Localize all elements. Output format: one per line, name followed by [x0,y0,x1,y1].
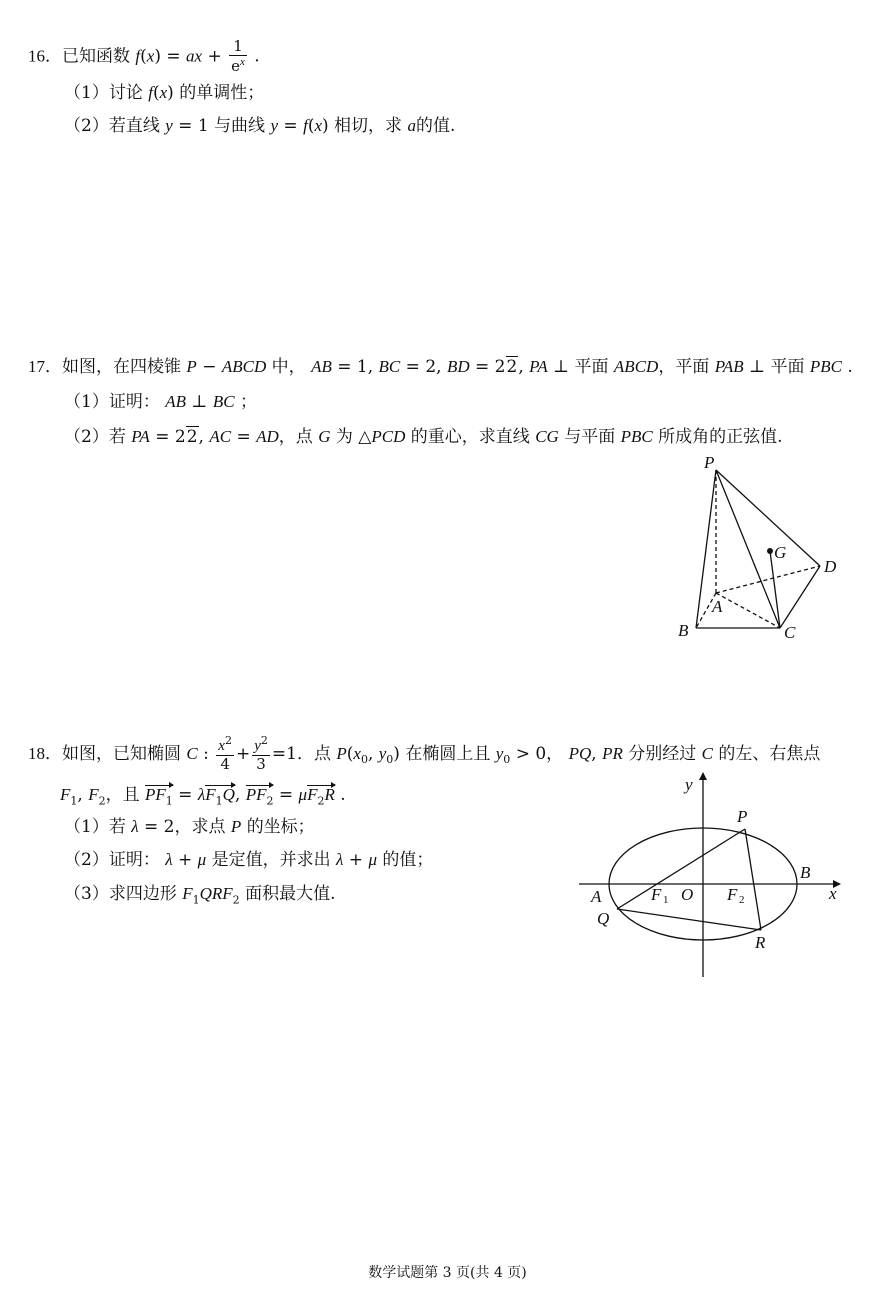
q18-part2: （2）证明： λ + μ 是定值，并求出 λ + μ 的值； [64,850,434,870]
q18-part3: （3）求四边形 $F_1QRF_2$ 面积最大值. [64,884,336,907]
q17-part1-label: （1） [64,392,109,412]
q18-ellipse-figure [575,772,845,982]
page-footer: 数学试题第 3 页(共 4 页) [368,1265,527,1281]
label-C: C [784,623,796,642]
q17-part2-mid: ，点 [278,427,313,447]
point-G [767,548,773,554]
label-Q: Q [597,909,610,928]
label-F2-sub: 2 [739,894,745,906]
q17-part2-mid4: 与平面 [564,427,616,447]
q17-part2-pre: 若 [108,427,126,447]
q16-part2-label: （2） [64,116,109,136]
q16-part1-label: （1） [64,83,109,103]
q17-pyramid-figure [660,448,860,648]
label-P: P [737,807,748,826]
label-y: y [685,775,693,794]
label-B: B [678,621,689,640]
q16-number: 16． [28,46,62,66]
q17-stem-mid2: 平面 [574,357,609,377]
q17-part2: （2）若 PA = 22, AC = AD，点 G 为 △PCD 的重心，求直线 CG 与平面 PBC 所成角的正弦值. [64,427,783,447]
q17-part2-post: 所成角的正弦值. [658,427,783,447]
q18-part3-label: （3） [64,884,109,904]
q16-part2-pre: 若直线 [108,116,160,136]
q18-stem-post: 的左、右焦点 [718,743,821,764]
q16-stem-text: 已知函数 [62,46,130,67]
q18-part2-post: 的值； [382,850,434,870]
q18-stem-mid2: 在椭圆上且 [405,743,491,764]
q18-part2-pre: 证明： [108,850,160,870]
q18-stem-mid3: ， [546,743,564,764]
q18-part1-mid: ，求点 [174,817,226,837]
label-O: O [681,885,694,904]
label-F1-sub: 1 [663,894,669,906]
q17-part1-text: 证明： [108,392,160,412]
label-D: D [824,557,837,576]
q16-stem: 16．已知函数 f(x) = ax + $\frac{1}{e^x}$ . [28,37,260,76]
q18-part1: （1）若 λ = 2，求点 P 的坐标； [64,817,315,837]
label-A: A [712,597,723,616]
q16-part1-pre: 讨论 [108,83,143,103]
q18-stem-mid: ．点 [296,743,331,764]
q16-part2-post: 的值. [415,116,456,136]
q16-part1: （1）讨论 f(x) 的单调性； [64,83,265,103]
q18-stem-mid4: 分别经过 [628,743,697,764]
q18-stem-pre: 如图，已知椭圆 [62,743,181,764]
q17-part1: （1）证明： AB ⊥ BC ； [64,392,257,412]
label-F2: F [727,885,738,904]
edge-AC-hidden [716,593,780,628]
q16-part2: （2）若直线 y = 1 与曲线 y = f(x) 相切，求 a的值. [64,116,456,136]
label-x: x [829,884,837,903]
q18-part2-mid: 是定值，并求出 [211,850,331,870]
y-axis-arrow-icon [699,772,707,780]
q18-number: 18． [28,743,62,763]
q18-line2: $F_1$, $F_2$，且 $PF_1 = \lambda F_1Q$, $PF_2 = \mu F_2R$ . [60,785,346,808]
label-G: G [774,543,787,562]
edge-AD-hidden [716,566,820,593]
segment-QR [617,909,761,930]
q18-line2-mid: ，且 [105,785,140,805]
segment-PR [745,829,761,930]
label-R: R [755,933,766,952]
q18-part3-pre: 求四边形 [108,884,177,904]
q17-stem-pre: 如图，在四棱锥 [62,357,181,377]
q16-part2-mid2: 相切，求 [334,116,403,136]
q18-part3-post: 面积最大值. [245,884,336,904]
label-B: B [800,863,811,882]
q17-stem: 17．如图，在四棱锥 P − ABCD 中， AB = 1, BC = 2, BD = 22, PA ⊥ 平面 ABCD，平面 PAB ⊥ 平面 PBC . [28,357,853,377]
q16-part2-mid1: 与曲线 [214,116,266,136]
q17-part2-mid2: 为 [335,427,353,447]
q18-part2-label: （2） [64,850,109,870]
q18-part1-label: （1） [64,817,109,837]
q17-number: 17． [28,357,62,376]
q17-stem-mid: 中， [271,357,306,377]
label-P: P [704,453,715,472]
q18-stem: 18．如图，已知椭圆 C : $\frac{x^2}{4}$ + $\frac{y^2}{3}$ =1．点 $P(x_0$, $y_0$) 在椭圆上且 $y_0 > 0$， PQ, PR 分别经过 C 的左、右焦点 [28,734,821,774]
label-A: A [591,887,602,906]
q16-part1-post: 的单调性； [179,83,265,103]
q17-stem-mid3: ，平面 [658,357,710,377]
q17-stem-mid4: 平面 [770,357,805,377]
q17-part2-label: （2） [64,427,109,447]
q18-part1-post: 的坐标； [246,817,315,837]
q17-part2-mid3: 的重心，求直线 [410,427,530,447]
q18-part1-pre: 若 [108,817,126,837]
label-F1: F [651,885,662,904]
